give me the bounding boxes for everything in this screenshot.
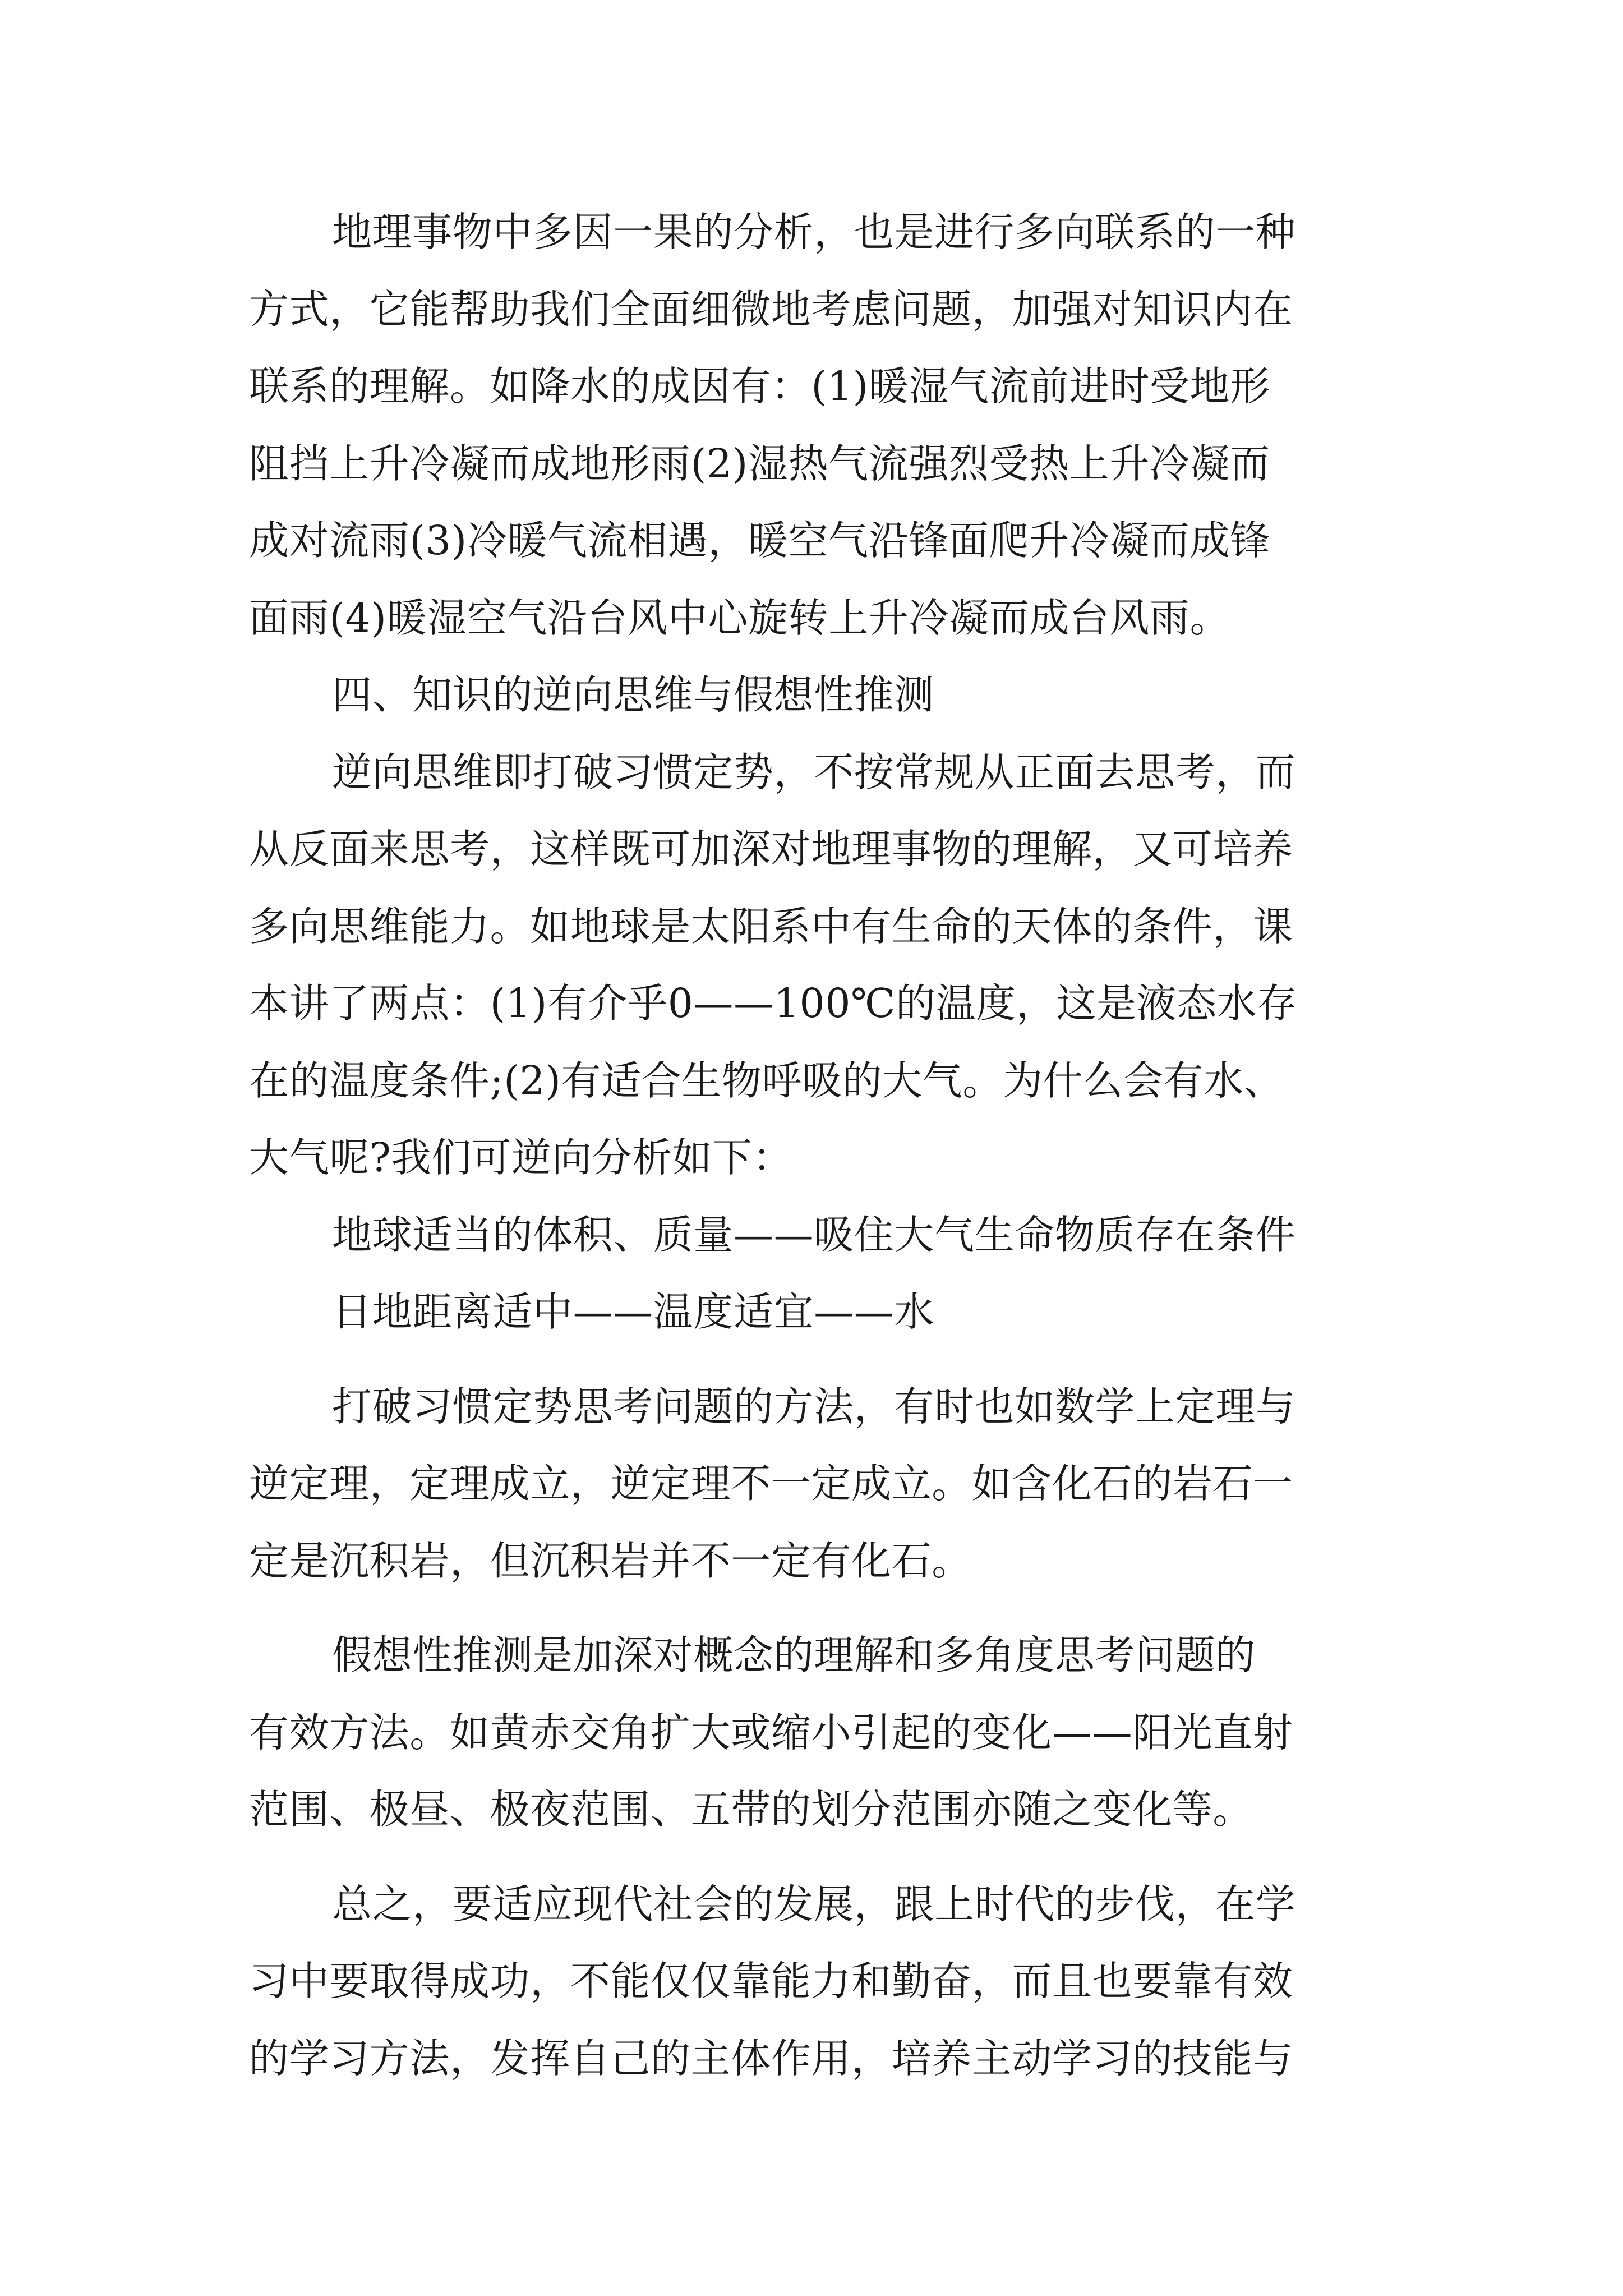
paragraph-line: 打破习惯定势思考问题的方法，有时也如数学上定理与 xyxy=(332,1383,1296,1430)
paragraph-line: 范围、极昼、极夜范围、五带的划分范围亦随之变化等。 xyxy=(249,1786,1253,1833)
paragraph-line: 习中要取得成功，不能仅仅靠能力和勤奋，而且也要靠有效 xyxy=(249,1958,1293,2004)
analysis-chain-line: 地球适当的体积、质量——吸住大气生命物质存在条件 xyxy=(332,1211,1296,1258)
paragraph-line: 面雨(4)暖湿空气沿台风中心旋转上升冷凝而成台风雨。 xyxy=(249,594,1230,641)
section-heading: 四、知识的逆向思维与假想性推测 xyxy=(332,671,935,718)
paragraph-line: 阻挡上升冷凝而成地形雨(2)湿热气流强烈受热上升冷凝而 xyxy=(249,440,1270,487)
paragraph-line: 大气呢?我们可逆向分析如下： xyxy=(249,1134,793,1181)
paragraph-line: 方式，它能帮助我们全面细微地考虑问题，加强对知识内在 xyxy=(249,286,1293,333)
paragraph-line: 定是沉积岩，但沉积岩并不一定有化石。 xyxy=(249,1537,972,1584)
paragraph-line: 从反面来思考，这样既可加深对地理事物的理解，又可培养 xyxy=(249,826,1293,872)
paragraph-line: 在的温度条件;(2)有适合生物呼吸的大气。为什么会有水、 xyxy=(249,1057,1284,1104)
paragraph-line: 逆向思维即打破习惯定势，不按常规从正面去思考，而 xyxy=(332,748,1296,795)
paragraph-line: 成对流雨(3)冷暖气流相遇，暖空气沿锋面爬升冷凝而成锋 xyxy=(249,517,1270,564)
analysis-chain-line: 日地距离适中——温度适宜——水 xyxy=(332,1289,935,1335)
paragraph-line: 逆定理，定理成立，逆定理不一定成立。如含化石的岩石一 xyxy=(249,1460,1293,1507)
paragraph-spacer xyxy=(249,1848,1382,1866)
paragraph-line: 的学习方法，发挥自己的主体作用，培养主动学习的技能与 xyxy=(249,2035,1293,2082)
paragraph-spacer xyxy=(249,1351,1382,1368)
document-body xyxy=(249,194,1382,2097)
paragraph-line: 有效方法。如黄赤交角扩大或缩小引起的变化——阳光直射 xyxy=(249,1709,1293,1756)
paragraph-line: 假想性推测是加深对概念的理解和多角度思考问题的 xyxy=(332,1632,1256,1678)
paragraph-line: 本讲了两点：(1)有介乎0——100℃的温度，这是液态水存 xyxy=(249,980,1298,1027)
paragraph-line: 总之，要适应现代社会的发展，跟上时代的步伐，在学 xyxy=(332,1880,1296,1927)
paragraph-spacer xyxy=(249,1599,1382,1617)
paragraph-line: 地理事物中多因一果的分析，也是进行多向联系的一种 xyxy=(332,209,1296,255)
paragraph-line: 联系的理解。如降水的成因有：(1)暖湿气流前进时受地形 xyxy=(249,363,1270,409)
paragraph-line: 多向思维能力。如地球是太阳系中有生命的天体的条件，课 xyxy=(249,903,1293,950)
